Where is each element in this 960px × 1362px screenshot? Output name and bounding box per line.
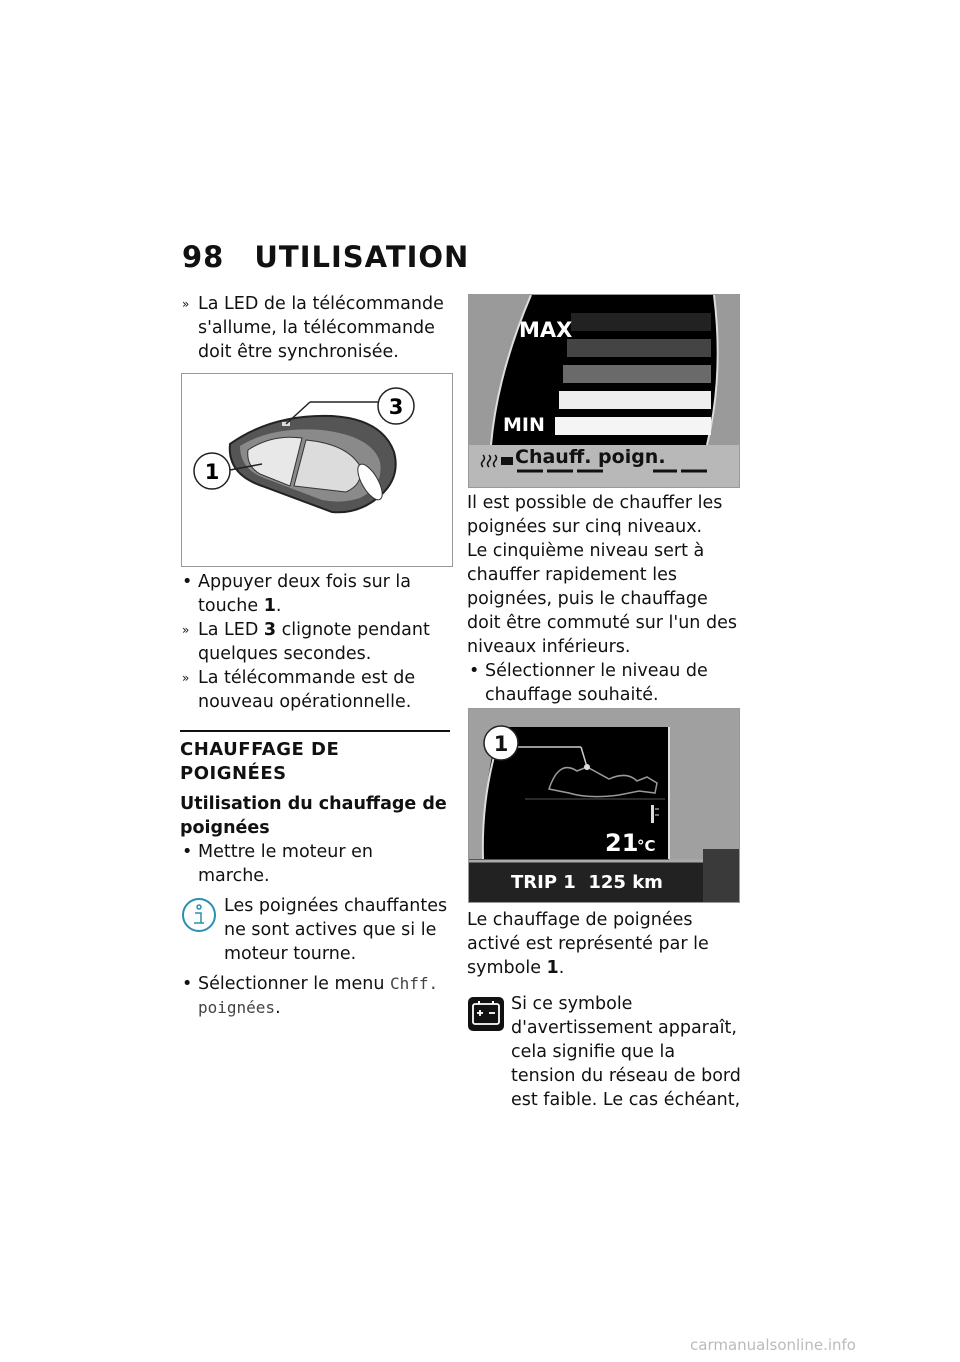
paragraph: Le chauffage de poignées activé est représenté par le symbole 1. — [467, 910, 709, 978]
callout-1: 1 — [493, 732, 509, 756]
section-rule — [180, 730, 450, 732]
section-title: CHAUFFAGE DE POIGNÉES — [180, 739, 340, 784]
step-item: • Sélectionner le menu Chff. poignées. — [182, 974, 439, 1018]
paragraph: Le cinquième niveau sert à chauffer rapidement les poignées, puis le chauffage doit être commuté sur l'un des niveaux inférieurs. — [467, 541, 737, 657]
subsection-title: Utilisation du chauffage de poignées — [180, 794, 447, 838]
heating-level-display — [468, 294, 740, 488]
trip-readout: TRIP 1 125 km — [511, 872, 663, 893]
result-item: » La télécommande est de nouveau opérationnelle. — [182, 668, 416, 712]
right-column-lower — [467, 908, 742, 1112]
info-note — [180, 894, 450, 966]
min-label: MIN — [503, 414, 545, 436]
left-column — [180, 292, 450, 364]
page-number: 98 — [182, 240, 225, 274]
callout-1: 1 — [204, 460, 220, 484]
warning-note — [467, 992, 742, 1112]
battery-warning-icon — [467, 994, 505, 1041]
max-label: MAX — [519, 318, 573, 342]
step-item: • Appuyer deux fois sur la touche 1. — [182, 572, 412, 616]
page-title: UTILISATION — [254, 240, 470, 274]
temperature-unit: °C — [637, 837, 656, 855]
result-item: » La LED de la télécommande s'allume, la télécommande doit être synchronisée. — [182, 294, 444, 362]
callout-3: 3 — [388, 395, 404, 419]
dashboard-display — [468, 708, 740, 903]
watermark: carmanualsonline.info — [690, 1336, 856, 1354]
page-header — [182, 240, 469, 274]
step-item: • Mettre le moteur en marche. — [182, 842, 374, 886]
info-icon — [180, 896, 218, 941]
left-column-lower — [180, 570, 450, 1020]
menu-name: Chff. poignées — [198, 974, 439, 1017]
result-item: » La LED 3 clignote pendant quelques secondes. — [182, 620, 430, 664]
right-column — [467, 491, 742, 707]
note-text: Si ce symbole d'avertissement apparaît, cela signifie que la tension du réseau de bord est faible. Le cas échéant, — [511, 994, 741, 1110]
note-text: Les poignées chauffantes ne sont actives que si le moteur tourne. — [224, 896, 448, 964]
step-item: • Sélectionner le niveau de chauffage souhaité. — [469, 661, 708, 705]
heating-status-label: Chauff. poign. — [515, 446, 666, 468]
remote-control-figure — [181, 373, 453, 567]
temperature-value: 21 — [605, 829, 639, 857]
paragraph: Il est possible de chauffer les poignées sur cinq niveaux. — [467, 493, 723, 537]
